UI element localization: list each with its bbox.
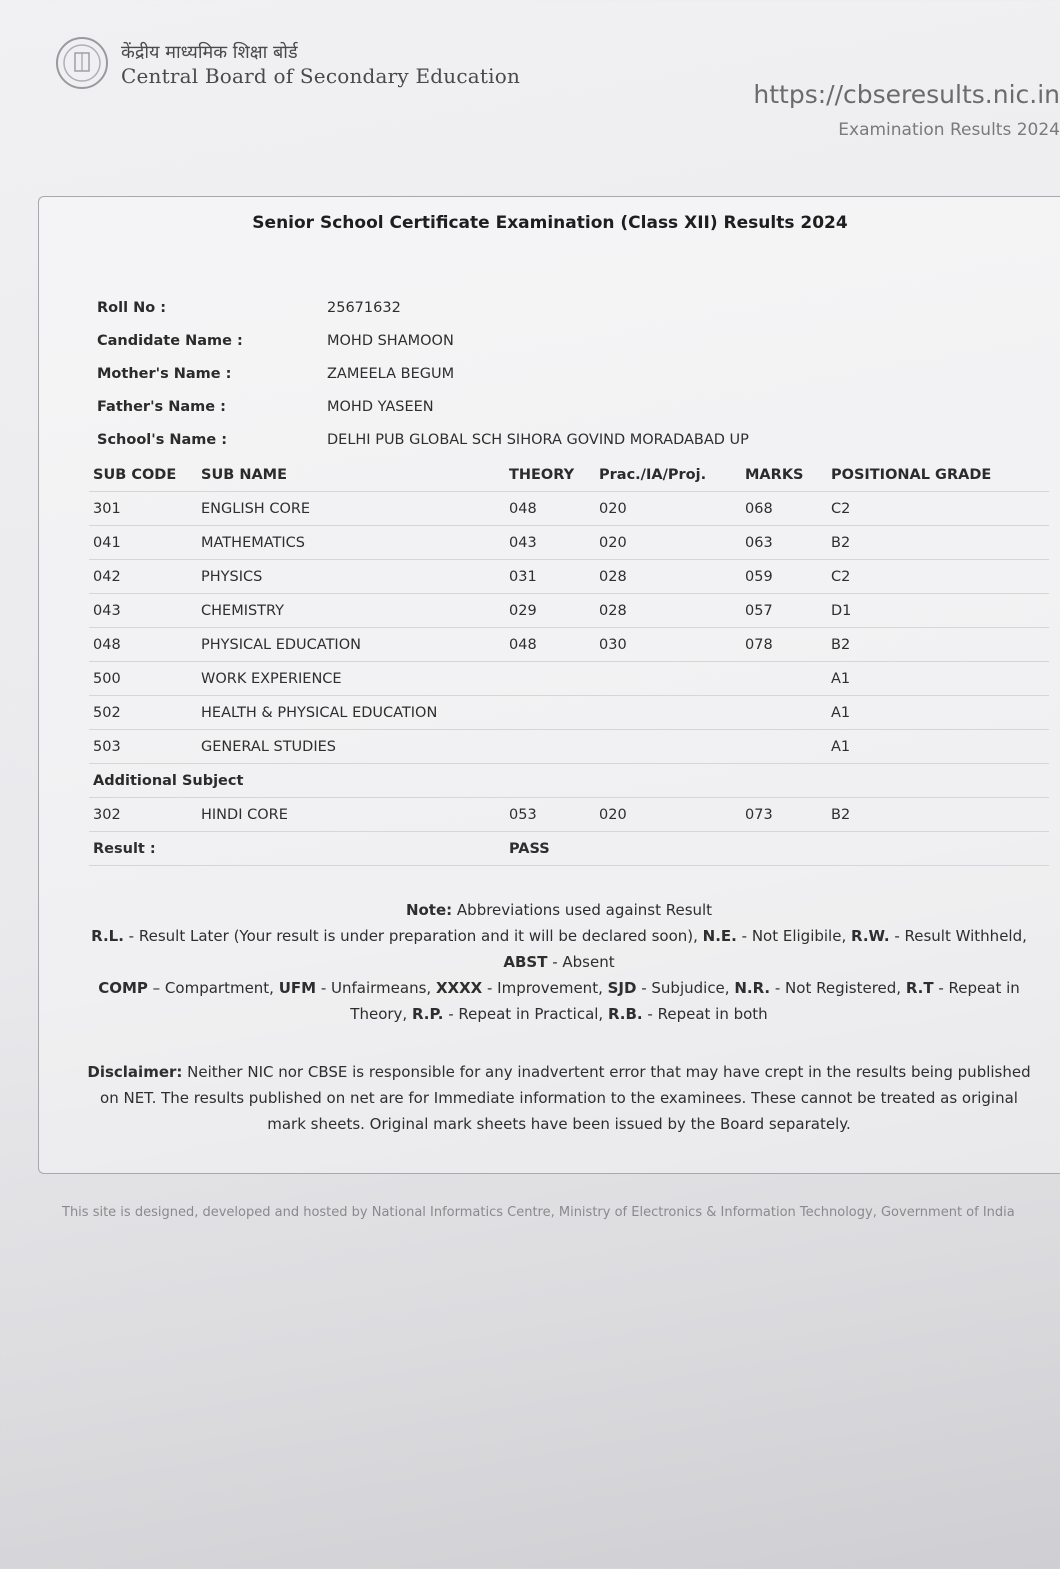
abbr-rp: R.P. [411,1005,444,1023]
abbr-text: - Improvement, [482,979,608,997]
total-marks [741,730,827,764]
abbr-rb: R.B. [607,1005,643,1023]
practical-marks [595,730,741,764]
abbr-text: - Result Later (Your result is under preparation and it will be declared soon), [123,927,703,945]
info-row-candidate [97,324,1017,357]
result-title: Senior School Certificate Examination (Class XII) Results 2024 [252,213,848,233]
sub-name: HEALTH & PHYSICAL EDUCATION [197,696,505,730]
note-line-4 [79,975,1039,1027]
grade: A1 [827,662,1049,696]
site-subheading: Examination Results 2024 [838,120,1060,140]
abbr-abst: ABST [503,953,548,971]
abbr-xxxx: XXXX [435,979,483,997]
abbr-rt: R.T [905,979,934,997]
total-marks [741,696,827,730]
disclaimer-text: Neither NIC nor CBSE is responsible for any inadvertent error that may have crept in the results being published on NET. The results published on net are for Immediate information to the examinees. These cannot be treated as original mark sheets. Original mark sheets have been issued by the Board separately. [100,1063,1031,1133]
sub-code: 043 [89,594,197,628]
total-marks: 078 [741,628,827,662]
abbr-text: – Compartment, [147,979,279,997]
grade: C2 [827,560,1049,594]
info-label: Father's Name : [97,398,226,415]
sub-name: ENGLISH CORE [197,492,505,526]
theory-marks [505,662,595,696]
disclaimer-bold: Disclaimer: [87,1063,183,1081]
sub-name: GENERAL STUDIES [197,730,505,764]
sub-code: 500 [89,662,197,696]
total-marks: 068 [741,492,827,526]
sub-name: HINDI CORE [197,798,505,832]
info-row-school [97,423,1017,456]
total-marks: 073 [741,798,827,832]
info-value: MOHD YASEEN [327,398,434,415]
candidate-info [97,291,1017,456]
sub-name: PHYSICS [197,560,505,594]
table-row [89,628,1049,662]
sub-code: 301 [89,492,197,526]
site-footer: This site is designed, developed and hosted by National Informatics Centre, Ministry of Electronics & Information Technology, Government of India [62,1205,1015,1220]
col-theory: THEORY [509,467,575,483]
note-text: Abbreviations used against Result [452,901,713,919]
abbr-text: - Not Registered, [770,979,906,997]
practical-marks: 030 [595,628,741,662]
info-value: DELHI PUB GLOBAL SCH SIHORA GOVIND MORADABAD UP [327,431,749,448]
sub-code: 042 [89,560,197,594]
sub-code: 503 [89,730,197,764]
abbr-text: - Result Withheld, [889,927,1027,945]
theory-marks [505,696,595,730]
info-label: School's Name : [97,431,228,448]
table-row [89,798,1049,832]
col-sub-name: SUB NAME [201,467,288,483]
sub-code: 048 [89,628,197,662]
theory-marks [505,730,595,764]
table-row [89,560,1049,594]
info-label: Candidate Name : [97,332,243,349]
grade: A1 [827,696,1049,730]
sub-name: WORK EXPERIENCE [197,662,505,696]
practical-marks [595,662,741,696]
total-marks: 057 [741,594,827,628]
practical-marks: 028 [595,594,741,628]
grade: A1 [827,730,1049,764]
table-header-row [89,459,1049,492]
col-sub-code: SUB CODE [93,467,177,483]
info-row-roll [97,291,1017,324]
table-row [89,662,1049,696]
abbr-ne: N.E. [702,927,737,945]
sub-code: 302 [89,798,197,832]
abbr-rl: R.L. [91,927,124,945]
result-label: Result : [89,832,505,866]
practical-marks: 028 [595,560,741,594]
total-marks: 059 [741,560,827,594]
table-row [89,594,1049,628]
abbr-nr: N.R. [734,979,771,997]
grade: B2 [827,526,1049,560]
abbr-text: - Unfairmeans, [316,979,436,997]
theory-marks: 029 [505,594,595,628]
abbr-sjd: SJD [607,979,637,997]
theory-marks: 048 [505,492,595,526]
result-row [89,832,1049,866]
info-row-father [97,390,1017,423]
abbr-text: - Subjudice, [636,979,735,997]
abbr-text: - Repeat in both [642,1005,768,1023]
table-row [89,730,1049,764]
grade: B2 [827,628,1049,662]
total-marks: 063 [741,526,827,560]
board-name: Central Board of Secondary Education [121,64,521,88]
grade: C2 [827,492,1049,526]
abbr-rw: R.W. [851,927,890,945]
grade: B2 [827,798,1049,832]
marks-table [89,459,1049,866]
site-header [55,36,535,100]
abbr-ufm: UFM [278,979,317,997]
additional-subject-row [89,764,1049,798]
table-row [89,526,1049,560]
theory-marks: 043 [505,526,595,560]
abbr-text: - Repeat in Practical, [443,1005,608,1023]
abbr-text: - Not Eligibile, [736,927,851,945]
col-grade: POSITIONAL GRADE [831,467,992,483]
note-heading [79,897,1039,923]
note-line-3 [79,949,1039,975]
additional-subject-label: Additional Subject [89,764,1049,798]
table-row [89,492,1049,526]
abbr-comp: COMP [98,979,148,997]
col-practical: Prac./IA/Proj. [599,467,707,483]
sub-name: MATHEMATICS [197,526,505,560]
theory-marks: 031 [505,560,595,594]
practical-marks: 020 [595,526,741,560]
info-value: MOHD SHAMOON [327,332,454,349]
theory-marks: 048 [505,628,595,662]
total-marks [741,662,827,696]
note-line-2 [79,923,1039,949]
practical-marks [595,696,741,730]
practical-marks: 020 [595,492,741,526]
practical-marks: 020 [595,798,741,832]
sub-code: 041 [89,526,197,560]
note-bold: Note: [405,901,453,919]
site-url[interactable]: https://cbseresults.nic.in [753,80,1060,109]
col-marks: MARKS [745,467,804,483]
result-card [38,196,1060,1174]
board-name-hindi: केंद्रीय माध्यमिक शिक्षा बोर्ड [121,42,298,63]
sub-name: CHEMISTRY [197,594,505,628]
table-row [89,696,1049,730]
abbr-text: - Repeat in Theory, [350,979,1020,1023]
info-row-mother [97,357,1017,390]
info-label: Mother's Name : [97,365,232,382]
sub-name: PHYSICAL EDUCATION [197,628,505,662]
sub-code: 502 [89,696,197,730]
abbreviations-note [79,897,1039,1027]
cbse-emblem-icon [55,36,109,90]
abbr-text: - Absent [547,953,615,971]
info-value: ZAMEELA BEGUM [327,365,455,382]
result-value: PASS [505,832,1049,866]
info-value: 25671632 [327,299,401,316]
theory-marks: 053 [505,798,595,832]
info-label: Roll No : [97,299,167,316]
grade: D1 [827,594,1049,628]
disclaimer [79,1059,1039,1137]
